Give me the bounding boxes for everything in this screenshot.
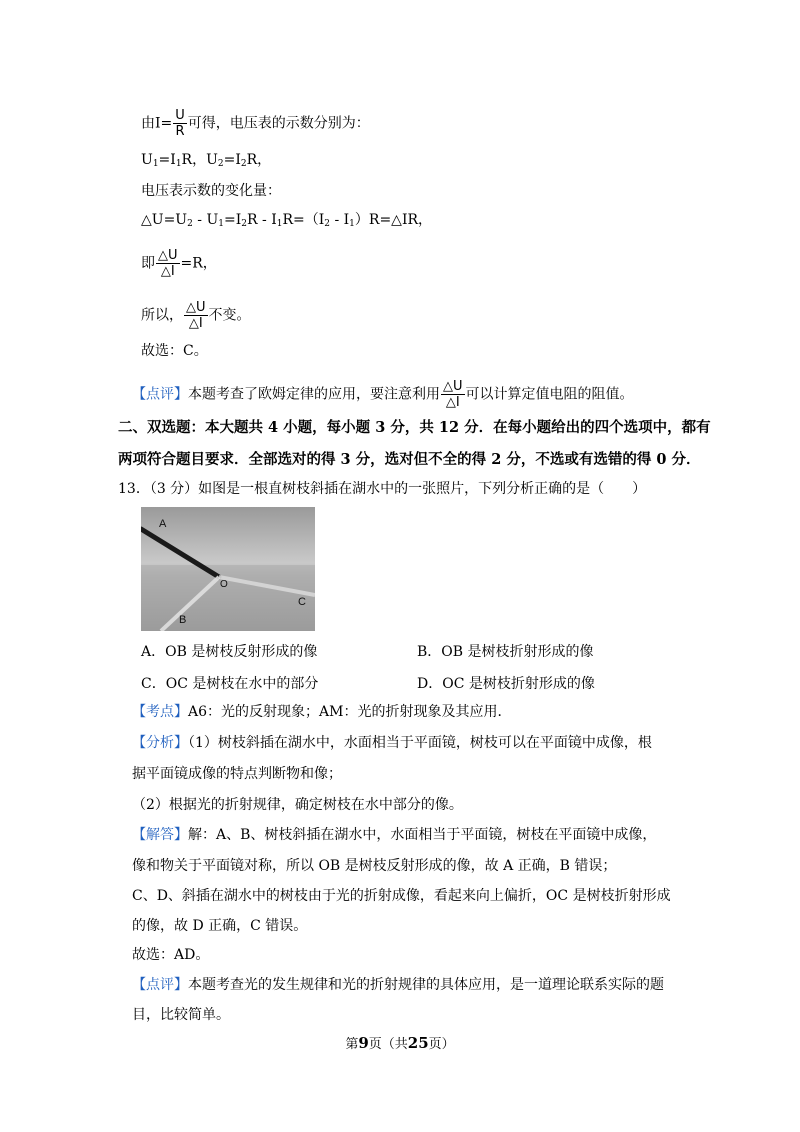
tree-branch-photo [141, 507, 315, 631]
formula-voltages [141, 150, 271, 174]
option-b: B．OB 是树枝折射形成的像 [417, 644, 594, 660]
comment-tag: 【点评】 [132, 386, 188, 403]
sub: 2 [324, 219, 330, 229]
text: 本题考查光的发生规律和光的折射规律的具体应用，是一道理论联系实际的题 [188, 977, 664, 993]
dianping2-line2: 目，比较简单。 [132, 1007, 230, 1023]
option-a: A．OB 是树枝反射形成的像 [141, 644, 318, 660]
fraction-u-r [173, 108, 187, 139]
jieda-line3: C、D、斜插在湖水中的树枝由于光的折射成像，看起来向上偏折，OC 是树枝折射形成 [132, 888, 671, 904]
text: - U [192, 212, 219, 228]
sub: 2 [217, 159, 224, 169]
kaodian-tag: 【考点】 [132, 704, 188, 720]
text: 页） [428, 1037, 455, 1052]
formula-ratio [141, 248, 217, 279]
text: 页（共 [368, 1037, 408, 1052]
option-d: D．OC 是树枝折射形成的像 [417, 676, 595, 692]
question-13: 13．（3 分）如图是一根直树枝斜插在湖水中的一张照片，下列分析正确的是（ ） [118, 481, 647, 497]
jieda-tag: 【解答】 [132, 827, 188, 843]
text: 可以计算定值电阻的阻值。 [465, 386, 634, 403]
kaodian-line [132, 702, 511, 722]
jieda-line2: 像和物关于平面镜对称，所以 OB 是树枝反射形成的像，故 A 正确，B 错误； [132, 858, 617, 874]
denominator: R [175, 124, 185, 139]
text: U [141, 152, 153, 168]
page-number: 9 [358, 1034, 369, 1052]
fenxi-line2: 据平面镜成像的特点判断物和像； [132, 766, 342, 782]
text: 可得，电压表的示数分别为： [187, 115, 370, 132]
text: =R， [180, 255, 217, 272]
formula-ohm [141, 108, 370, 139]
text: =I [158, 152, 176, 168]
numerator: △U [186, 300, 206, 315]
text: R，U [181, 152, 218, 168]
text: 不变。 [208, 307, 251, 324]
text: 即 [141, 255, 155, 272]
fenxi-tag: 【分析】 [132, 735, 188, 751]
sub: 2 [241, 219, 248, 229]
sub: 1 [218, 219, 225, 229]
text: （1）树枝斜插在湖水中，水面相当于平面镜，树枝可以在平面镜中成像，根 [188, 735, 652, 751]
fenxi-line3: （2）根据光的折射规律，确定树枝在水中部分的像。 [132, 797, 463, 813]
fraction-du-di [156, 248, 180, 279]
sub: 1 [276, 219, 283, 229]
fraction-du-di [441, 379, 465, 410]
numerator: △U [443, 379, 463, 394]
text: △U=U [141, 212, 188, 228]
text: 解：A、B、树枝斜插在湖水中，水面相当于平面镜，树枝在平面镜中成像， [188, 827, 657, 843]
text: A6：光的反射现象；AM：光的折射现象及其应用． [188, 704, 512, 720]
section-heading-line2: 两项符合题目要求．全部选对的得 3 分，选对但不全的得 2 分，不选或有选错的得 0 分． [118, 451, 701, 468]
jieda-line1 [132, 825, 656, 845]
label-a: A [159, 518, 167, 530]
denominator: △I [445, 395, 460, 410]
option-c: C．OC 是树枝在水中的部分 [141, 676, 319, 692]
total-pages: 25 [407, 1034, 429, 1052]
formula-conclusion [141, 300, 251, 331]
text: - I [330, 212, 350, 228]
label-c: C [298, 596, 306, 608]
text: 由I= [141, 115, 173, 132]
dianping-tag: 【点评】 [132, 977, 188, 993]
text: R， [246, 152, 272, 168]
text: 所以， [141, 307, 183, 324]
denominator: △I [188, 316, 203, 331]
numerator: U [175, 108, 185, 123]
sub: 1 [349, 219, 355, 229]
answer-line: 故选：C。 [141, 343, 208, 359]
jieda-line5: 故选：AD。 [132, 947, 210, 963]
section-heading-line1: 二、双选题：本大题共 4 小题，每小题 3 分，共 12 分．在每小题给出的四个选项中，都有 [118, 419, 711, 436]
fenxi-line1 [132, 733, 652, 753]
numerator: △U [158, 248, 178, 263]
page-footer [0, 1033, 800, 1052]
sub: 1 [175, 159, 182, 169]
text-line: 电压表示数的变化量： [141, 183, 281, 199]
sub: 1 [152, 159, 159, 169]
text: R - I [247, 212, 277, 228]
formula-delta-u [141, 210, 432, 234]
comment-line [132, 379, 634, 410]
text: ）R=△IR， [354, 212, 433, 228]
sub: 2 [240, 159, 247, 169]
text: =I [223, 152, 241, 168]
fraction-du-di [184, 300, 208, 331]
label-o: O [220, 579, 228, 590]
text: 本题考查了欧姆定律的应用，要注意利用 [188, 386, 440, 403]
jieda-line4: 的像，故 D 正确，C 错误。 [132, 918, 308, 934]
text: 第 [345, 1037, 359, 1052]
text: R=（I [282, 212, 325, 228]
text: =I [224, 212, 242, 228]
dianping2-line1 [132, 975, 664, 995]
sub: 2 [187, 219, 193, 229]
label-b: B [179, 614, 187, 626]
denominator: △I [160, 264, 175, 279]
